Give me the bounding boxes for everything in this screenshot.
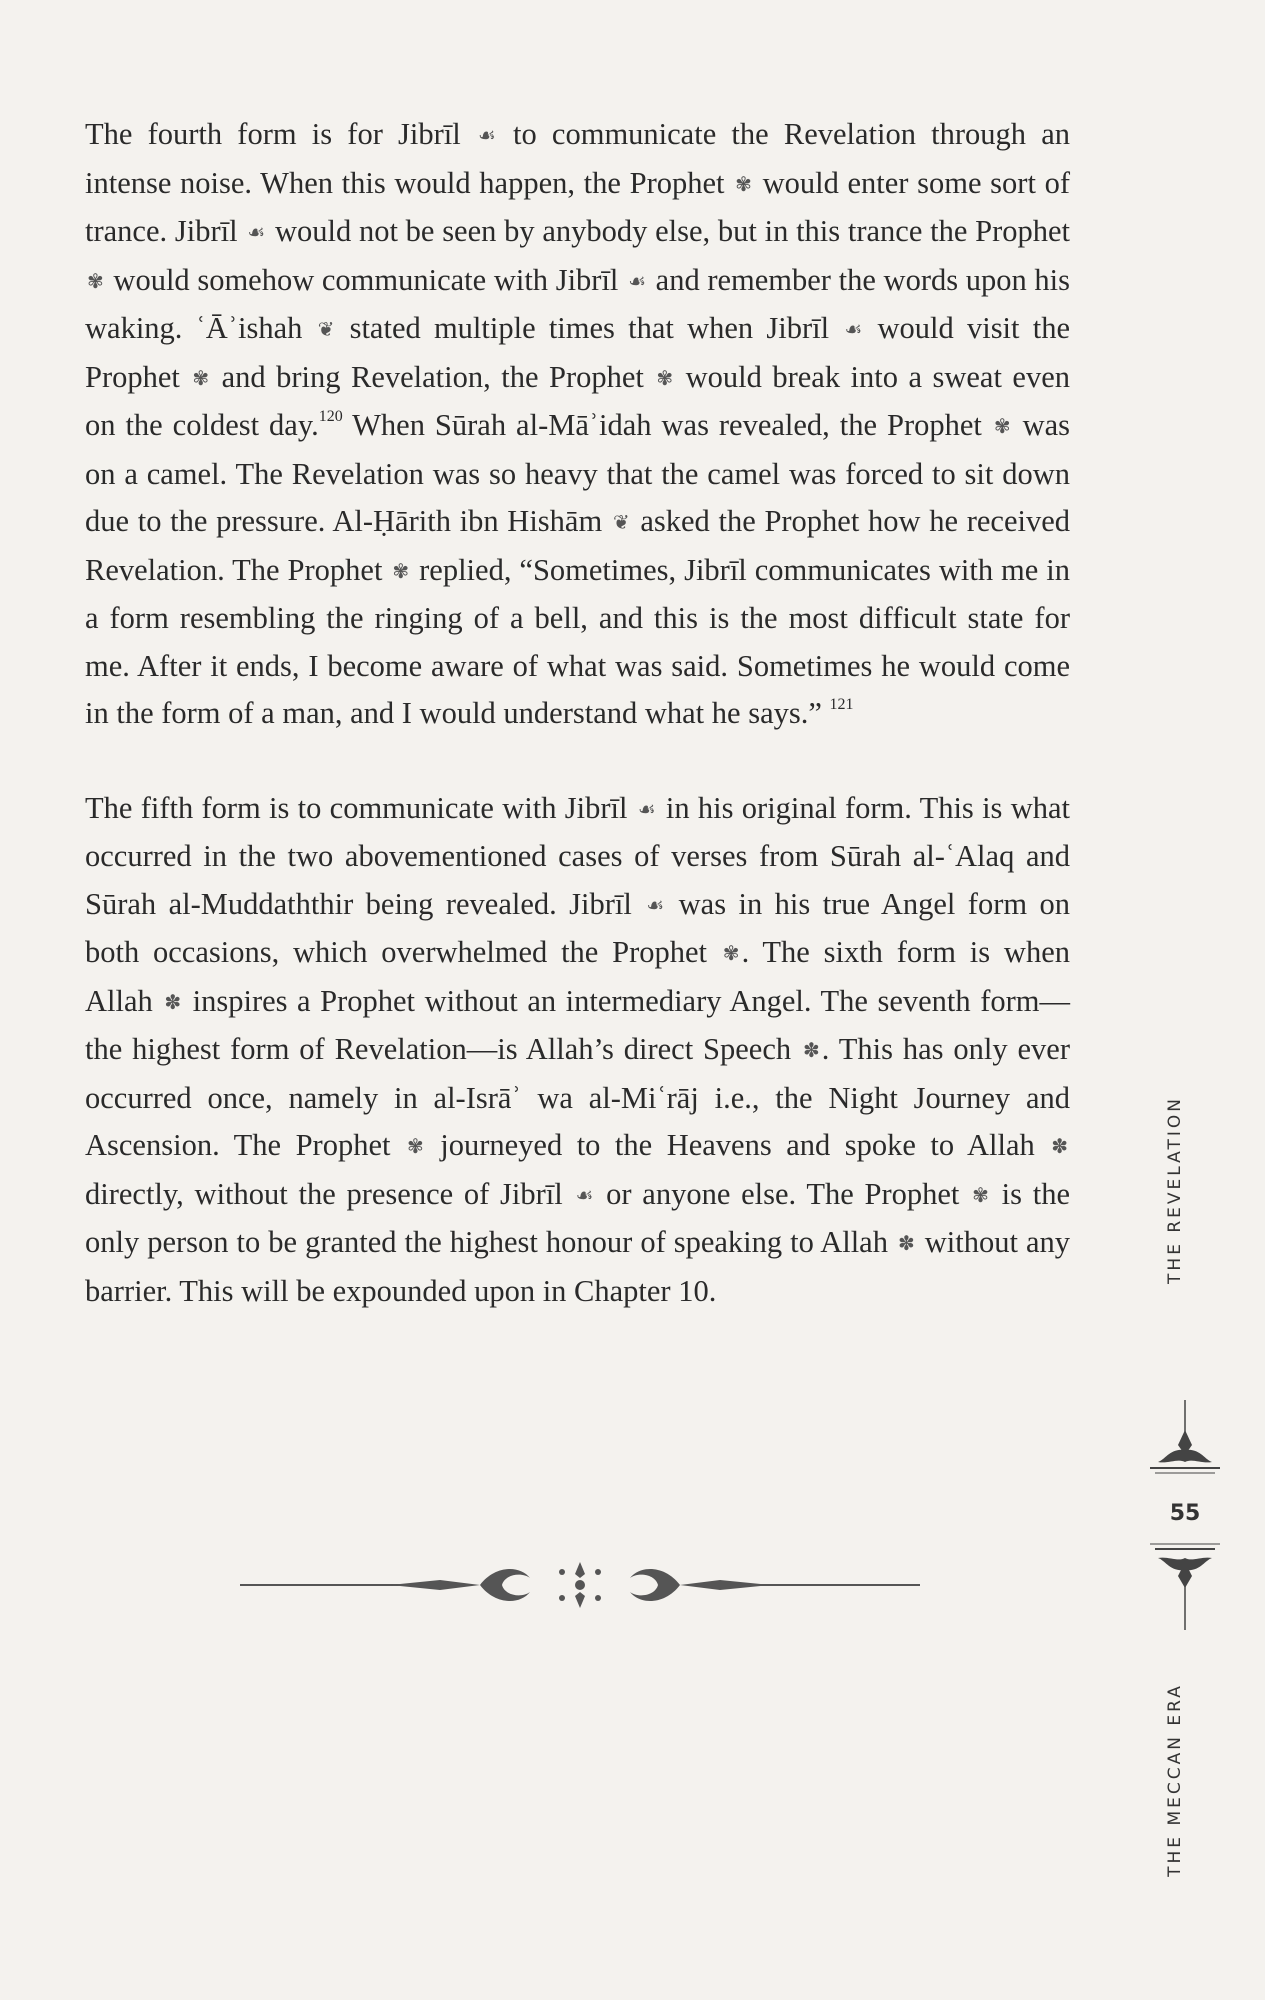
text-run: would break into a sweat even on the coldest day. bbox=[85, 359, 1071, 442]
honorific-glyph-icon: ☙ bbox=[637, 796, 656, 821]
lower-ornament bbox=[1140, 1540, 1230, 1630]
text-run: would enter some sort of trance. Jibrīl bbox=[85, 165, 1070, 248]
honorific-glyph-icon: ✾ bbox=[722, 941, 740, 965]
footnote-reference: 121 bbox=[829, 696, 854, 713]
upper-ornament bbox=[1140, 1400, 1230, 1480]
text-run: to communicate the Revelation through an intense noise. When this would happen, the Prophet bbox=[85, 117, 1070, 200]
side-running-head bbox=[1140, 1096, 1230, 1920]
text-run: . The sixth form is when Allah bbox=[85, 935, 1070, 1018]
honorific-glyph-icon: ✾ bbox=[406, 1134, 424, 1158]
honorific-glyph-icon: ✾ bbox=[87, 268, 104, 293]
honorific-glyph-icon: ✾ bbox=[993, 414, 1011, 438]
text-run: The fourth form is for Jibrīl bbox=[85, 117, 476, 151]
text-run: . This has only ever occurred once, namely in al-Isrāʾ wa al-Miʿrāj i.e., the Night Journey and Ascension. The Prophet bbox=[85, 1032, 1070, 1162]
honorific-glyph-icon: ✽ bbox=[803, 1038, 820, 1062]
text-run: was on a camel. The Revelation was so heavy that the camel was forced to sit down due to the pressure. Al-Ḥārith ibn Hishām bbox=[85, 408, 1071, 538]
honorific-glyph-icon: ☙ bbox=[844, 317, 863, 341]
text-run: asked the Prophet how he received Revelation. The Prophet bbox=[85, 504, 1070, 587]
honorific-glyph-icon: ✾ bbox=[972, 1182, 989, 1207]
honorific-glyph-icon: ✾ bbox=[735, 171, 752, 196]
text-run: journeyed to the Heavens and spoke to Allah bbox=[425, 1128, 1050, 1162]
honorific-glyph-icon: ☙ bbox=[628, 268, 646, 293]
text-run: was in his true Angel form on both occasions, which overwhelmed the Prophet bbox=[85, 886, 1070, 969]
text-run: replied, “Sometimes, Jibrīl communicates with me in a form resembling the ringing of a bell, and this is the most difficult state for me. After it ends, I become aware of what was said. Sometimes he would come in the form of a man, and I would understand what he says.” bbox=[85, 552, 1071, 730]
honorific-glyph-icon: ✾ bbox=[192, 365, 210, 390]
honorific-glyph-icon: ✾ bbox=[392, 558, 410, 583]
text-run: would not be seen by anybody else, but in this trance the Prophet bbox=[267, 214, 1070, 248]
honorific-glyph-icon: ❦ bbox=[612, 510, 630, 534]
honorific-glyph-icon: ☙ bbox=[575, 1182, 594, 1207]
text-run: or anyone else. The Prophet bbox=[595, 1176, 971, 1211]
book-label: THE MECCAN ERA bbox=[1165, 1683, 1185, 1877]
text-run: would somehow communicate with Jibrīl bbox=[105, 262, 627, 297]
honorific-glyph-icon: ✽ bbox=[164, 989, 182, 1014]
ornamental-divider bbox=[240, 1560, 920, 1610]
honorific-glyph-icon: ❦ bbox=[317, 317, 335, 341]
text-run: When Sūrah al-Māʾidah was revealed, the Prophet bbox=[342, 408, 992, 442]
text-run: The fifth form is to communicate with Jibrīl bbox=[85, 790, 636, 825]
paragraph-1 bbox=[85, 111, 1070, 738]
honorific-glyph-icon: ✽ bbox=[897, 1231, 915, 1255]
honorific-glyph-icon: ✽ bbox=[1051, 1134, 1069, 1158]
text-run: without any barrier. This will be expounded upon in Chapter 10. bbox=[85, 1225, 1070, 1308]
honorific-glyph-icon: ☙ bbox=[646, 892, 665, 917]
text-run: is the only person to be granted the highest honour of speaking to Allah bbox=[85, 1176, 1070, 1259]
text-run: inspires a Prophet without an intermediary Angel. The seventh form—the highest form of Revelation—is Allah’s direct Speech bbox=[85, 983, 1070, 1066]
text-run: would visit the Prophet bbox=[85, 311, 1070, 394]
footnote-reference: 120 bbox=[318, 408, 343, 425]
text-run: directly, without the presence of Jibrīl bbox=[85, 1176, 574, 1211]
page-number: 55 bbox=[1169, 1501, 1201, 1526]
honorific-glyph-icon: ☙ bbox=[477, 123, 496, 147]
text-run: and bring Revelation, the Prophet bbox=[211, 359, 655, 394]
text-run: stated multiple times that when Jibrīl bbox=[336, 311, 843, 345]
honorific-glyph-icon: ✾ bbox=[656, 365, 674, 390]
honorific-glyph-icon: ☙ bbox=[247, 220, 266, 244]
body-text bbox=[85, 111, 1070, 1315]
paragraph-2 bbox=[85, 785, 1070, 1316]
text-run: in his original form. This is what occurred in the two abovementioned cases of verses from Sūrah al-ʿAlaq and Sūrah al-Muddaththir being revealed. Jibrīl bbox=[85, 790, 1070, 921]
text-run: and remember the words upon his waking. ʿĀʾishah bbox=[85, 262, 1070, 345]
section-label: THE REVELATION bbox=[1165, 1096, 1185, 1284]
